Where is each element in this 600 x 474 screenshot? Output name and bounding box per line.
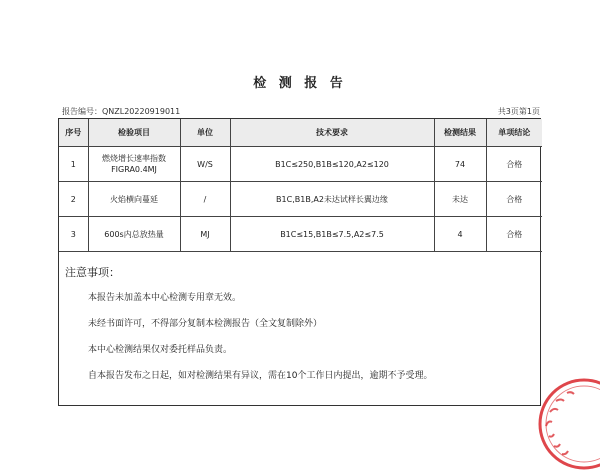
report-number [62,106,180,117]
header-cell-no: 序号 [59,119,88,147]
cell-no: 2 [59,182,88,217]
cell-unit: W/S [180,147,230,182]
cell-unit: / [180,182,230,217]
header-cell-item: 检验项目 [88,119,180,147]
header-cell-requirement: 技术要求 [230,119,434,147]
cell-result: 未达 [434,182,486,217]
cell-no: 1 [59,147,88,182]
note-item: 本中心检测结果仅对委托样品负责。 [88,345,233,355]
cell-conclusion: 合格 [486,182,542,217]
report-number-label: 报告编号： [62,107,102,116]
header-cell-result: 检测结果 [434,119,486,147]
cell-no: 3 [59,217,88,252]
cell-unit: MJ [180,217,230,252]
cell-result: 4 [434,217,486,252]
page-info: 共3页第1页 [497,107,540,116]
official-seal-icon [534,374,600,474]
cell-requirement: B1C≤15,B1B≤7.5,A2≤7.5 [230,217,434,252]
results-table [59,119,542,252]
cell-requirement: B1C,B1B,A2未达试样长翼边缘 [230,182,434,217]
cell-conclusion: 合格 [486,147,542,182]
cell-item: 火焰横向蔓延 [88,182,180,217]
cell-conclusion: 合格 [486,217,542,252]
header-cell-unit: 单位 [180,119,230,147]
report-frame [58,118,541,406]
note-item: 未经书面许可，不得部分复制本检测报告（全文复制除外） [88,319,323,329]
table-row [59,217,542,252]
cell-result: 74 [434,147,486,182]
cell-item: 600s内总放热量 [88,217,180,252]
notes-title: 注意事项： [65,266,120,279]
cell-requirement: B1C≤250,B1B≤120,A2≤120 [230,147,434,182]
table-row [59,147,542,182]
table-header-row [59,119,542,147]
cell-item: 燃烧增长速率指数FIGRA0.4MJ [88,147,180,182]
header-cell-conclusion: 单项结论 [486,119,542,147]
note-item: 本报告未加盖本中心检测专用章无效。 [88,293,242,303]
notes-section [65,264,535,396]
report-number-value: QNZL20220919011 [102,107,181,116]
note-item: 自本报告发布之日起，如对检测结果有异议，需在10个工作日内提出，逾期不予受理。 [88,371,433,381]
report-title: 检 测 报 告 [253,76,347,91]
table-row [59,182,542,217]
